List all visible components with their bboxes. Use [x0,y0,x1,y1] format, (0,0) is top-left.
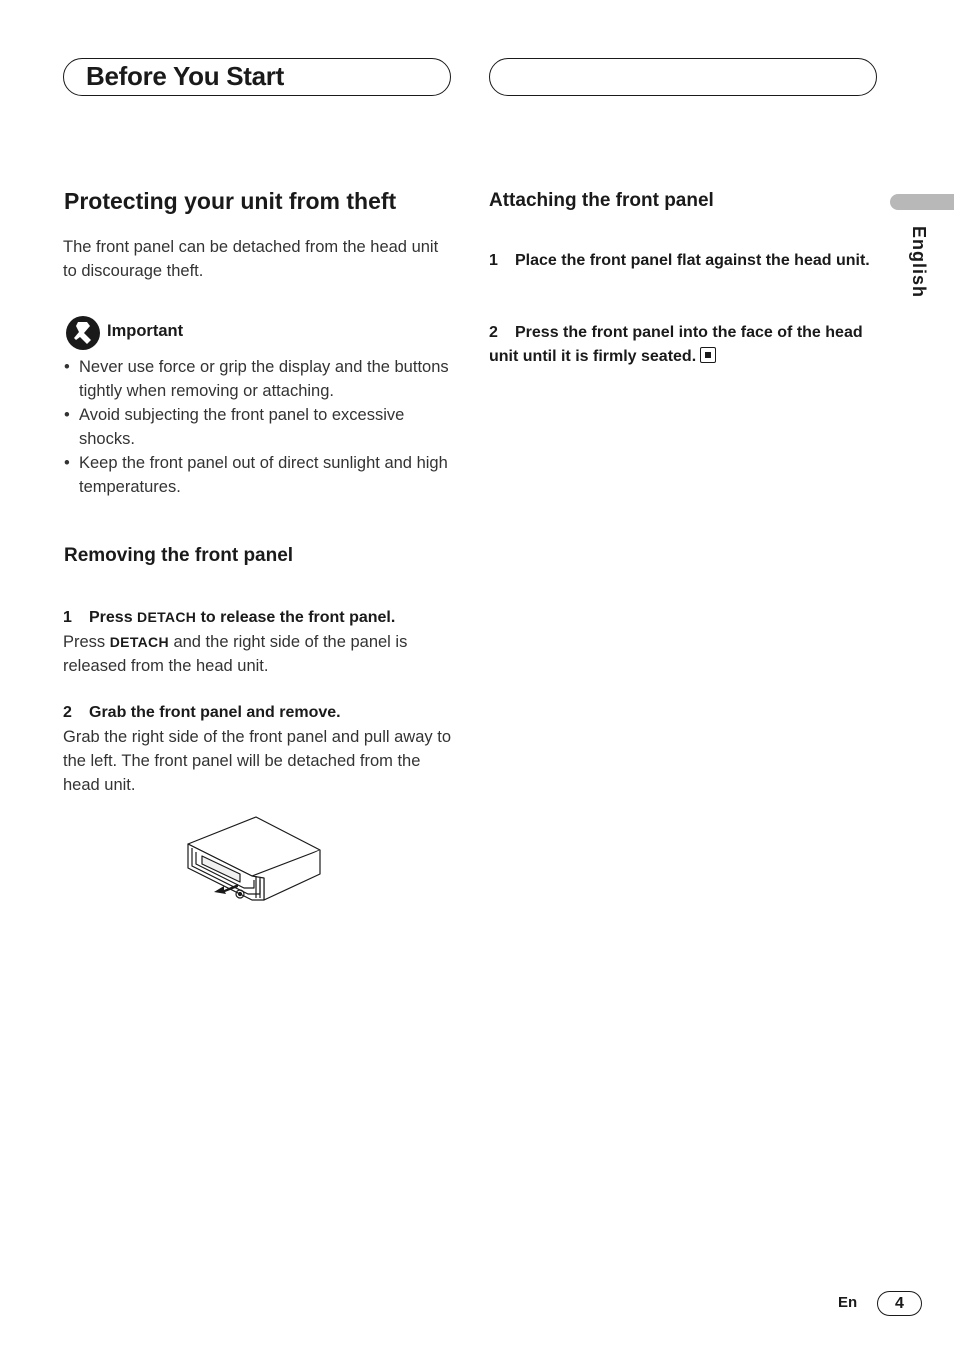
important-icon [66,316,100,350]
language-label: English [909,226,929,299]
step-description: Grab the right side of the front panel and pull away to the left. The front panel will be detached from the head unit. [63,728,451,794]
step-number: 1 [489,252,498,269]
important-label: Important [107,322,184,340]
step-number: 2 [489,324,498,341]
important-list [63,355,455,499]
language-tab [890,194,954,210]
attaching-step-1: 1 Place the front panel flat against the head unit. [489,249,874,273]
removing-title: Removing the front panel [64,545,294,566]
panel-removal-illustration [180,812,330,908]
empty-header-box [489,58,877,96]
attaching-step-2: 2 Press the front panel into the face of the head unit until it is firmly seated. [489,321,874,369]
footer-language-code: En [838,1294,858,1311]
detach-key: DETACH [109,634,169,650]
list-item: • Avoid subjecting the front panel to excessive shocks. [63,403,455,451]
removing-step-1: 1 Press DETACH to release the front panel. Press DETACH and the right side of the panel is released from the head unit. [63,605,455,678]
attaching-title: Attaching the front panel [489,190,714,211]
intro-text: The front panel can be detached from the head unit to discourage theft. [63,238,439,280]
detach-key: DETACH [137,609,197,625]
list-item: • Keep the front panel out of direct sunlight and high temperatures. [63,451,455,499]
theft-protection-title: Protecting your unit from theft [64,188,397,214]
list-item: • Never use force or grip the display and the buttons tightly when removing or attaching. [63,355,455,403]
section-header-box [63,58,451,96]
step-number: 2 [63,704,72,721]
step-number: 1 [63,609,72,626]
section-title: Before You Start [86,61,284,91]
removing-step-2: 2 Grab the front panel and remove. Grab the right side of the front panel and pull away to the left. The front panel will be detached from the head unit. [63,701,455,797]
end-of-section-icon [700,347,716,363]
page-number: 4 [877,1291,922,1316]
